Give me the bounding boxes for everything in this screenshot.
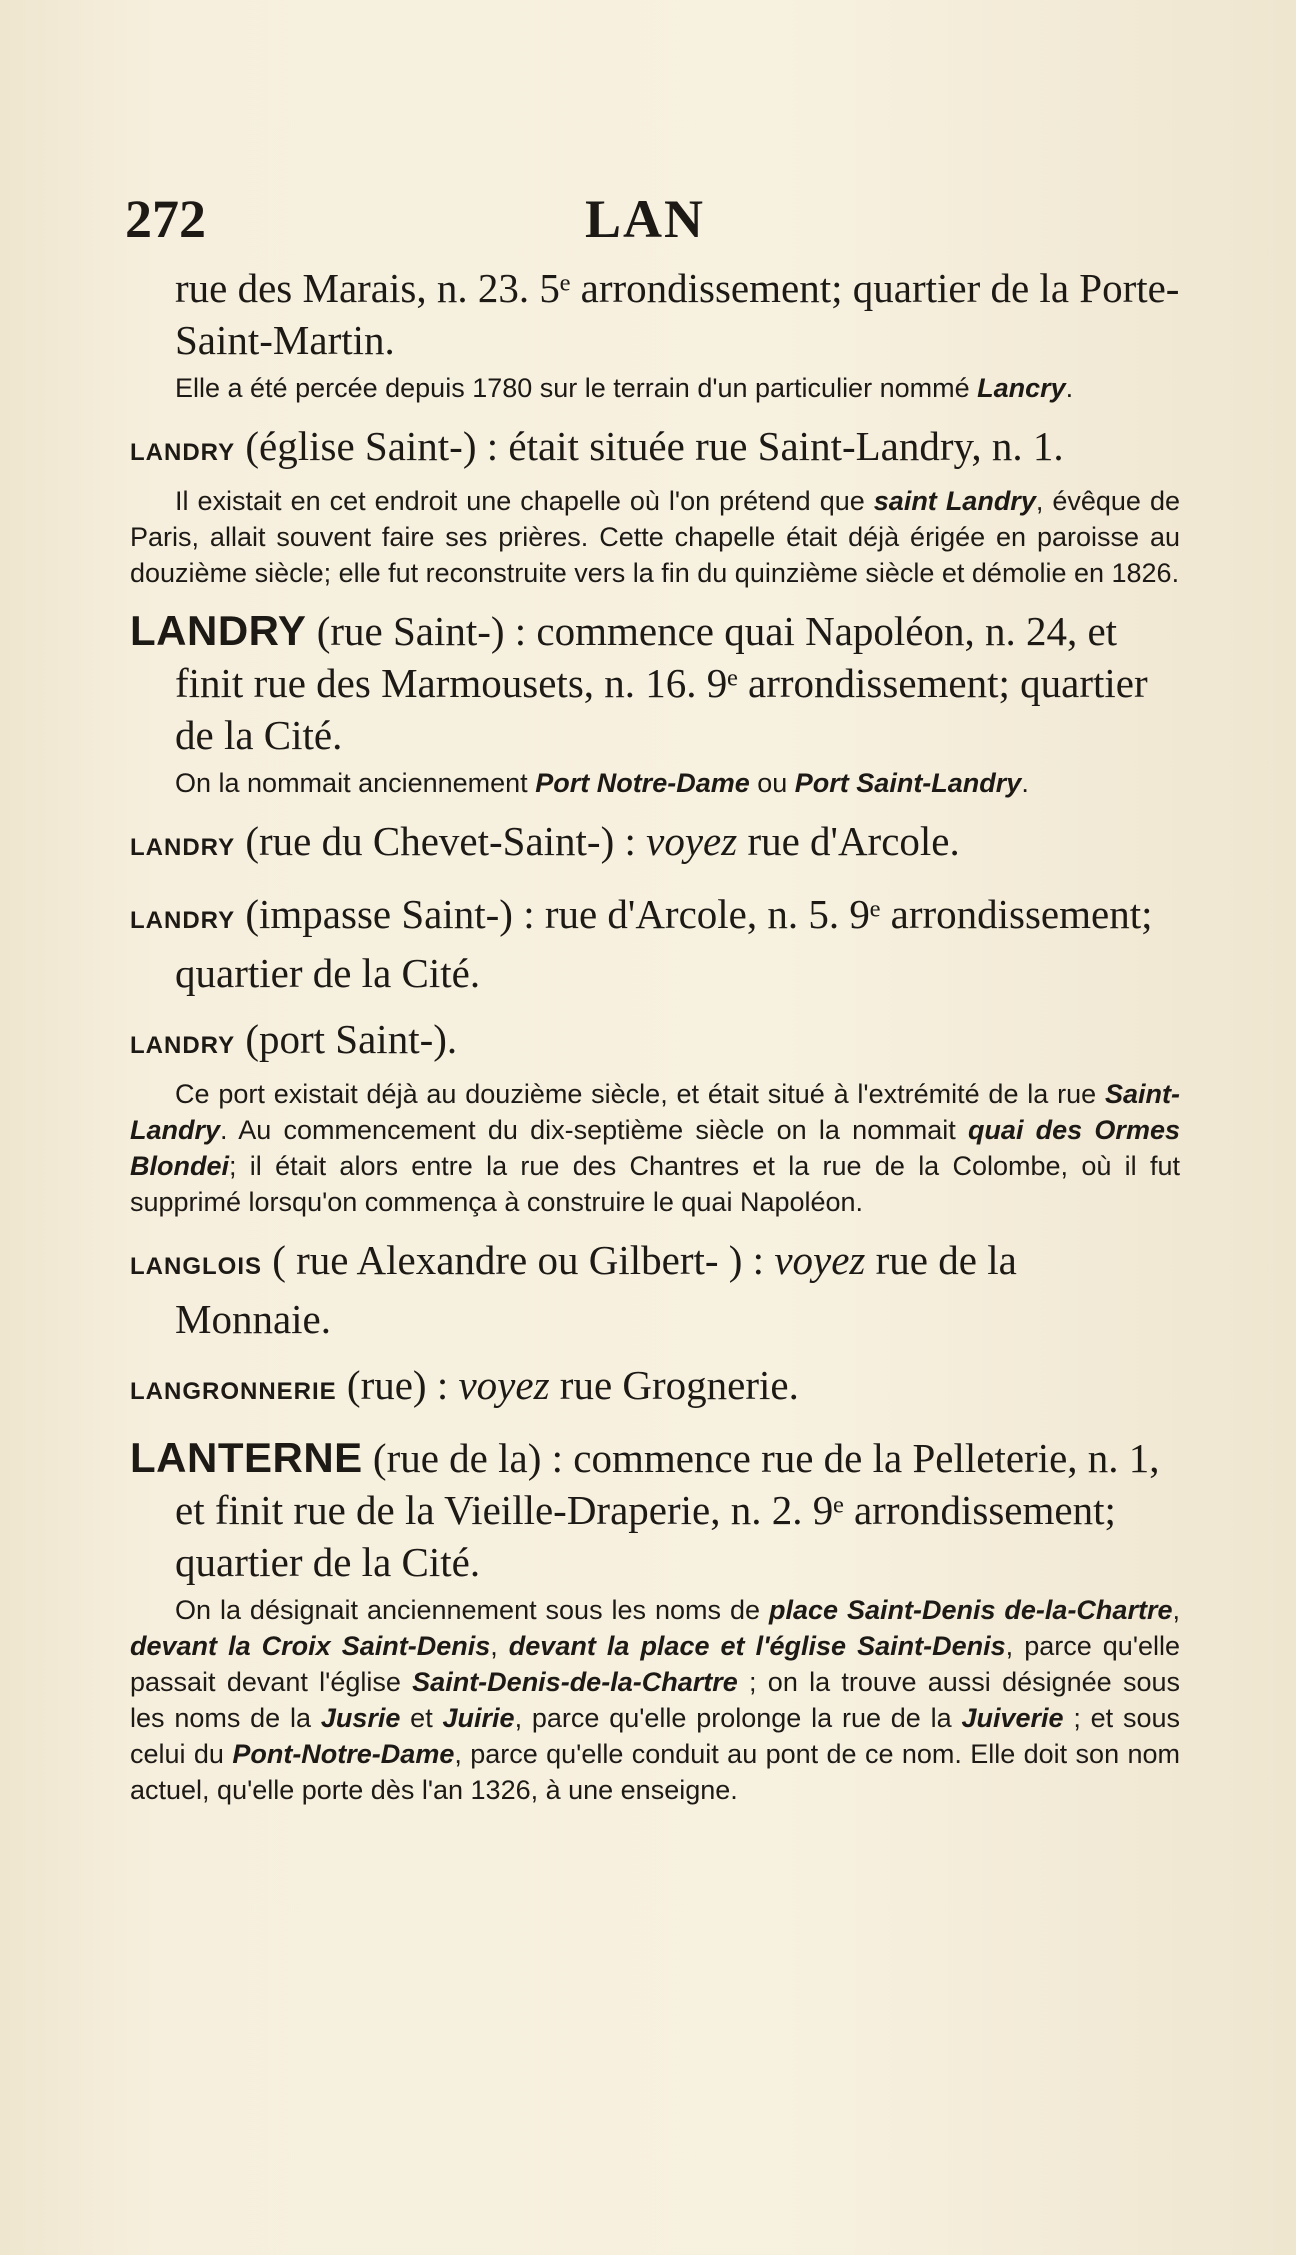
entry-head: LANGRONNERIE (rue) : voyez rue Grognerie. [130,1362,799,1408]
headword: LANDRY [130,607,307,654]
entry-note: Ce port existait déjà au douzième siècle, et était situé à l'extrémité de la rue Saint-Landry. Au commencement du dix-septième siècle on la nommait quai des Ormes Blondei; il était alors entre la rue des Chantres et la rue de la Colombe, où il fut supprimé lorsqu'on commença à construire le quai Napoléon. [130,1079,1180,1217]
headword: LANDRY [130,834,236,861]
entry-landry-chevet [130,815,1180,874]
entry-note: Elle a été percée depuis 1780 sur le terrain d'un particulier nommé Lancry. [175,373,1074,403]
page-header [125,188,1185,258]
entry-langronnerie [130,1359,1180,1418]
entry-note: Il existait en cet endroit une chapelle où l'on prétend que saint Landry, évêque de Paris, allait souvent faire ses prières. Cette chapelle était déjà érigée en paroisse au douzième siècle; elle fut reconstruite vers la fin du quinzième siècle et démolie en 1826. [130,486,1180,588]
headword: LANDRY [130,439,236,466]
entry-note: On la désignait anciennement sous les noms de place Saint-Denis de-la-Chartre, devant la Croix Saint-Denis, devant la place et l'église Saint-Denis, parce qu'elle passait devant l'église Saint-Denis-de-la-Chartre ; on la trouve aussi désignée sous les noms de la Jusrie et Juirie, parce qu'elle prolonge la rue de la Juiverie ; et sous celui du Pont-Notre-Dame, parce qu'elle conduit au pont de ce nom. Elle doit son nom actuel, qu'elle porte dès l'an 1326, à une enseigne. [130,1595,1180,1805]
entry-note: On la nommait anciennement Port Notre-Dame ou Port Saint-Landry. [175,768,1029,798]
entry-head: rue des Marais, n. 23. 5ᵉ arrondissement; quartier de la Porte-Saint-Martin. [175,265,1180,363]
headword: LANDRY [130,1032,236,1059]
headword: LANGRONNERIE [130,1378,337,1405]
page-body [130,262,1180,1822]
entry-head: LANDRY (église Saint-) : était située rue Saint-Landry, n. 1. [130,423,1064,469]
headword: LANDRY [130,907,236,934]
entry-landry-rue [130,605,1180,801]
entry-head: LANDRY (impasse Saint-) : rue d'Arcole, n. 5. 9ᵉ arrondissement; quartier de la Cité. [130,891,1153,996]
entry-lanterne [130,1432,1180,1808]
entry-landry-port [130,1013,1180,1220]
entry-head: LANDRY (port Saint-). [130,1016,458,1062]
entry-head: LANDRY (rue Saint-) : commence quai Napoléon, n. 24, et finit rue des Marmousets, n. 16. 9ᵉ arrondissement; quartier de la Cité. [130,607,1148,758]
entry-lancry-continuation [130,262,1180,406]
entry-landry-eglise [130,420,1180,591]
headword: LANGLOIS [130,1253,262,1280]
entry-head: LANGLOIS ( rue Alexandre ou Gilbert- ) : voyez rue de la Monnaie. [130,1237,1017,1342]
entry-langlois [130,1234,1180,1345]
entry-head: LANTERNE (rue de la) : commence rue de la Pelleterie, n. 1, et finit rue de la Vieille-Draperie, n. 2. 9ᵉ arrondissement; quartier de la Cité. [130,1434,1160,1585]
headword: LANTERNE [130,1434,363,1481]
page-number: 272 [125,189,206,249]
entry-head: LANDRY (rue du Chevet-Saint-) : voyez rue d'Arcole. [130,818,960,864]
running-head: LAN [585,189,706,249]
entry-landry-impasse [130,888,1180,999]
